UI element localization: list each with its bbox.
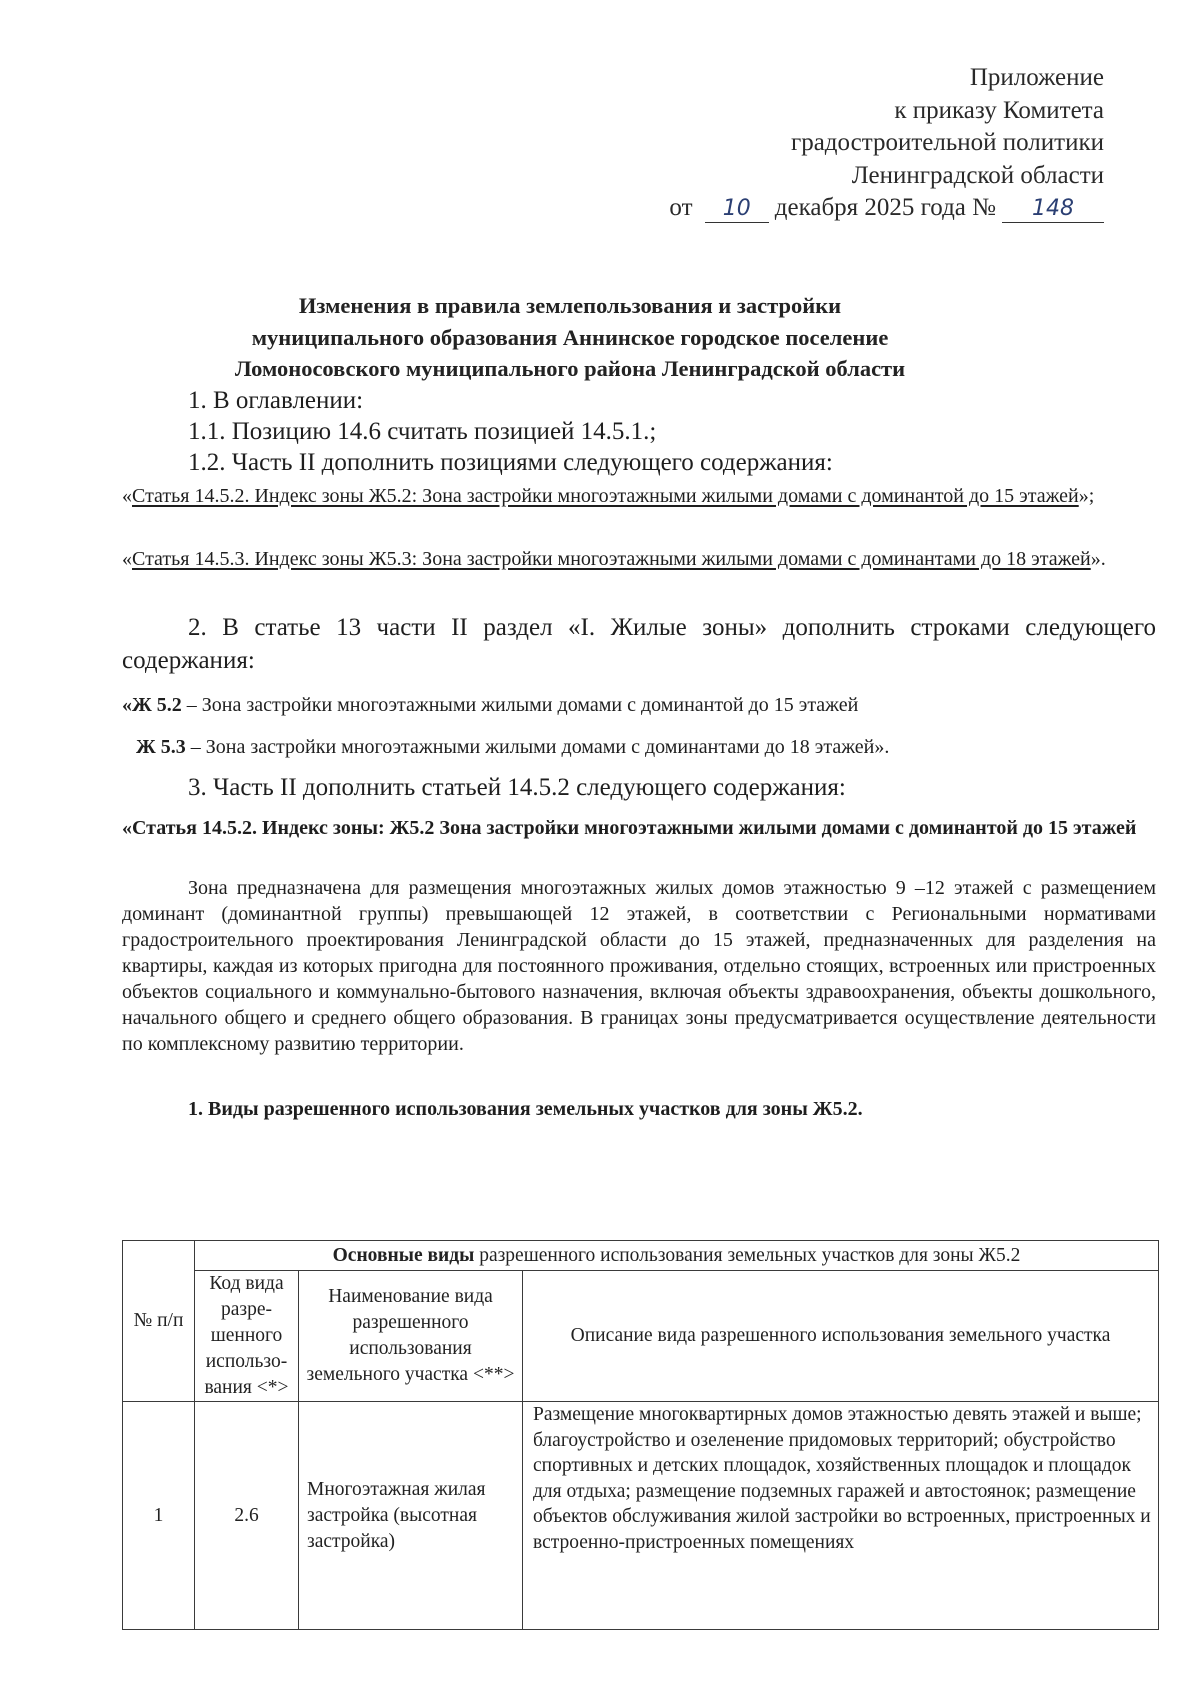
zone-description: – Зона застройки многоэтажными жилыми домами с доминантами до 18 этажей». xyxy=(185,736,890,758)
annex-date-line xyxy=(669,192,1104,225)
date-prefix: от xyxy=(669,194,693,221)
row-code: 2.6 xyxy=(195,1402,299,1630)
zone-code: Ж 5.3 xyxy=(136,736,186,758)
zone-purpose-paragraph: Зона предназначена для размещения многоэтажных жилых домов этажностью 9 –12 этажей с размещением доминант (доминантной группы) превышающей 12 этажей, в соответствии с Региональными нормативами градостроительного проектирования Ленинградской области до 15 этажей, предназначенных для разделения на квартиры, каждая из которых пригодна для постоянного проживания, отдельно стоящих, встроенных или пристроенных объектов социального и коммунально-бытового назначения, включая объекты здравоохранения, объекты дошкольного, начального общего и среднего общего образования. В границах зоны предусматривается осуществление деятельности по комплексному развитию территории. xyxy=(122,877,1156,1055)
col-header-description: Описание вида разрешенного использования земельного участка xyxy=(523,1271,1159,1402)
document-title xyxy=(120,290,1020,385)
quote-close: »; xyxy=(1078,485,1095,507)
title-line: Изменения в правила землепользования и застройки xyxy=(298,293,842,318)
toc-quote-2 xyxy=(122,544,1156,575)
annex-line: Ленинградской области xyxy=(851,161,1104,189)
section-2-text: 2. В статье 13 части II раздел «I. Жилые зоны» дополнить строками следующего содержания: xyxy=(122,614,1156,674)
row-name: Многоэтажная жилая застройка (высотная застройка) xyxy=(299,1402,523,1630)
annex-header xyxy=(669,62,1104,225)
title-line: муниципального образования Аннинское городское поселение xyxy=(251,324,889,350)
annex-line: градостроительной политики xyxy=(790,129,1104,156)
table-caption xyxy=(195,1241,1159,1271)
section-1-item-2: 1.2. Часть II дополнить позициями следующего содержания: xyxy=(188,449,833,476)
caption-bold: Основные виды xyxy=(332,1244,475,1266)
handwritten-day: 10 xyxy=(705,196,769,223)
col-header-name: Наименование вида разрешенного использования земельного участка <**> xyxy=(299,1271,523,1402)
toc-article-14-5-3: Статья 14.5.3. Индекс зоны Ж5.3: Зона застройки многоэтажными жилыми домами с доминантами до 18 этажей xyxy=(132,548,1091,570)
col-header-code: Код вида разре-шенного использо-вания <*> xyxy=(195,1271,299,1402)
row-num: 1 xyxy=(123,1402,195,1630)
date-text: декабря 2025 года № xyxy=(774,194,996,221)
table-caption-row xyxy=(123,1241,1159,1271)
toc-article-14-5-2: Статья 14.5.2. Индекс зоны Ж5.2: Зона застройки многоэтажными жилыми домами с доминантой до 15 этажей xyxy=(132,485,1079,507)
zone-line-zh5-3 xyxy=(122,732,1156,762)
quote-open: « xyxy=(122,485,132,507)
caption-text: разрешенного использования земельных участков для зоны Ж5.2 xyxy=(474,1244,1021,1266)
title-line: Ломоносовского муниципального района Ленинградской области xyxy=(234,356,906,381)
handwritten-order-number: 148 xyxy=(1002,196,1104,223)
section-1-item-1: 1.1. Позицию 14.6 считать позицией 14.5.1.; xyxy=(188,418,657,445)
zone-code: «Ж 5.2 xyxy=(122,694,182,716)
zone-line-zh5-2 xyxy=(122,690,1156,720)
quote-close: ». xyxy=(1090,548,1106,570)
annex-line: Приложение xyxy=(969,64,1104,91)
zone-description: – Зона застройки многоэтажными жилыми домами с доминантой до 15 этажей xyxy=(181,694,859,716)
col-header-num: № п/п xyxy=(123,1241,195,1402)
annex-line: к приказу Комитета xyxy=(894,96,1104,124)
quote-open: « xyxy=(122,548,132,570)
permitted-uses-subheading: 1. Виды разрешенного использования земельных участков для зоны Ж5.2. xyxy=(188,1098,863,1120)
section-3-heading: 3. Часть II дополнить статьей 14.5.2 следующего содержания: xyxy=(188,774,846,801)
toc-quote-1 xyxy=(122,481,1156,512)
section-1-heading: 1. В оглавлении: xyxy=(188,387,364,414)
table-header-row xyxy=(123,1271,1159,1402)
permitted-uses-table xyxy=(122,1240,1159,1630)
article-14-5-2-title: «Статья 14.5.2. Индекс зоны: Ж5.2 Зона застройки многоэтажными жилыми домами с доминантой до 15 этажей xyxy=(122,817,1137,839)
table-row xyxy=(123,1402,1159,1630)
row-description: Размещение многоквартирных домов этажностью девять этажей и выше; благоустройство и озеленение придомовых территорий; обустройство спортивных и детских площадок, хозяйственных площадок и площадок для отдыха; размещение подземных гаражей и автостоянок; размещение объектов обслуживания жилой застройки во встроенных, пристроенных и встроенно-пристроенных помещениях xyxy=(523,1402,1159,1630)
